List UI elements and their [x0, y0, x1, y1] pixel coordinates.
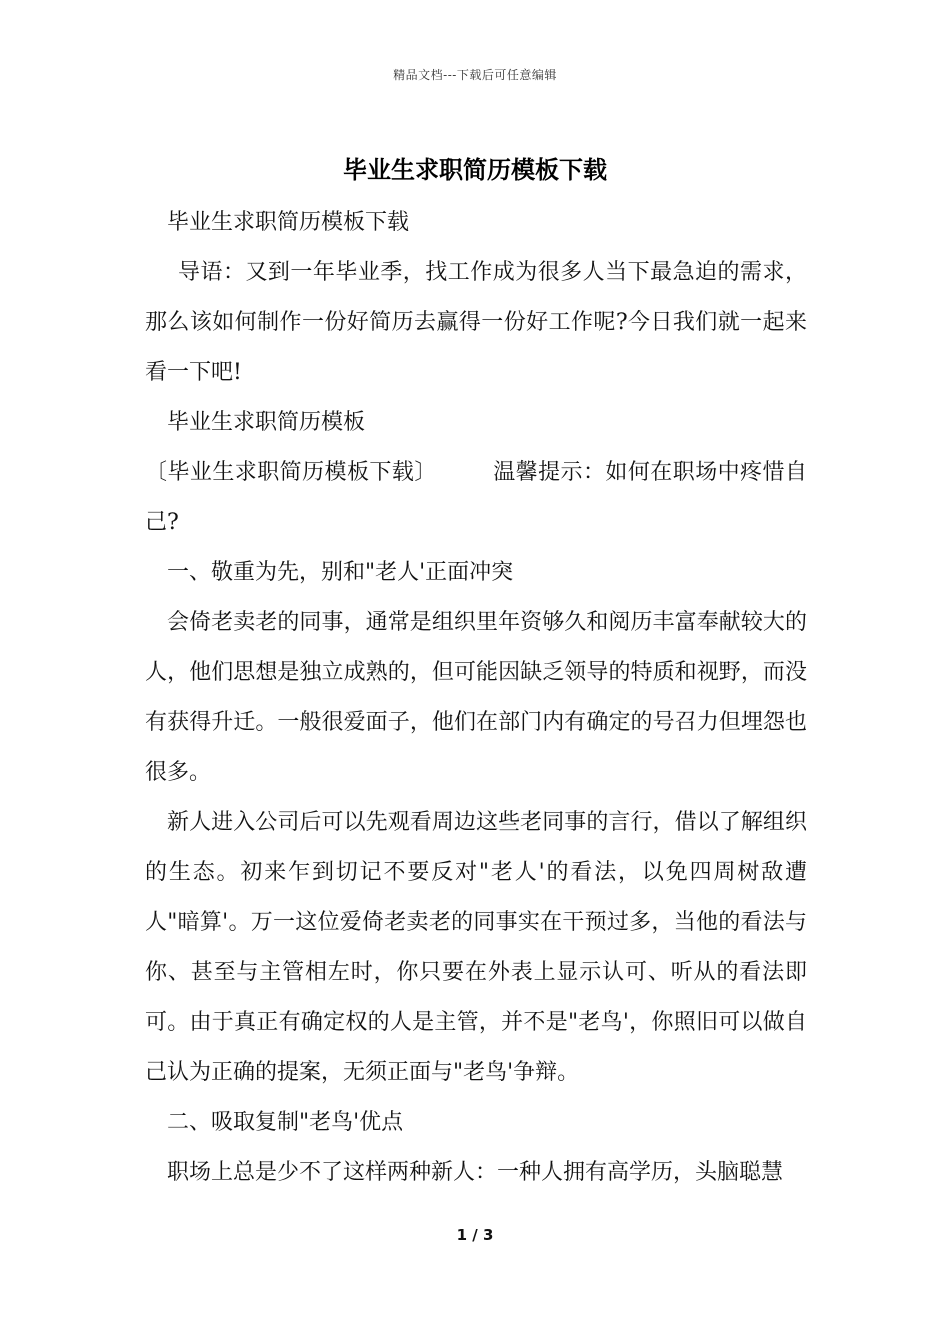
page-header: 精品文档---下载后可任意编辑: [393, 68, 557, 82]
page-number: 1 / 3: [456, 1226, 494, 1244]
template-link-text: 〔毕业生求职简历模板下载〕: [145, 460, 437, 485]
section-heading: 毕业生求职简历模板: [167, 410, 366, 435]
body-paragraph: 会倚老卖老的同事，通常是组织里年资够久和阅历丰富奉献较大的人，他们思想是独立成熟的，但可能因缺乏领导的特质和视野，而没有获得升迁。一般很爱面子，他们在部门内有确定的号召力但埋怨也很多。: [145, 610, 807, 785]
section-heading: 一、敬重为先，别和"老人'正面冲突: [167, 560, 514, 585]
intro-paragraph: 导语：又到一年毕业季，找工作成为很多人当下最急迫的需求，那么该如何制作一份好简历去赢得一份好工作呢?今日我们就一起来看一下吧!: [145, 260, 807, 385]
section-heading: 二、吸取复制"老鸟'优点: [167, 1110, 404, 1135]
tip-text: 温馨提示：如何在职场中疼惜自己?: [145, 460, 807, 535]
body-paragraph: 新人进入公司后可以先观看周边这些老同事的言行，借以了解组织的生态。初来乍到切记不要反对"老人'的看法，以免四周树敌遭人"暗算'。万一这位爱倚老卖老的同事实在干预过多，当他的看法与你、甚至与主管相左时，你只要在外表上显示认可、听从的看法即可。由于真正有确定权的人是主管，并不是"老鸟'，你照旧可以做自己认为正确的提案，无须正面与"老鸟'争辩。: [145, 810, 807, 1085]
document-body: [145, 198, 807, 1198]
subtitle-paragraph: 毕业生求职简历模板下载: [167, 210, 410, 235]
document-title: 毕业生求职简历模板下载: [343, 155, 607, 184]
body-paragraph: 职场上总是少不了这样两种新人：一种人拥有高学历，头脑聪慧: [167, 1160, 784, 1185]
tip-paragraph: [145, 448, 807, 548]
